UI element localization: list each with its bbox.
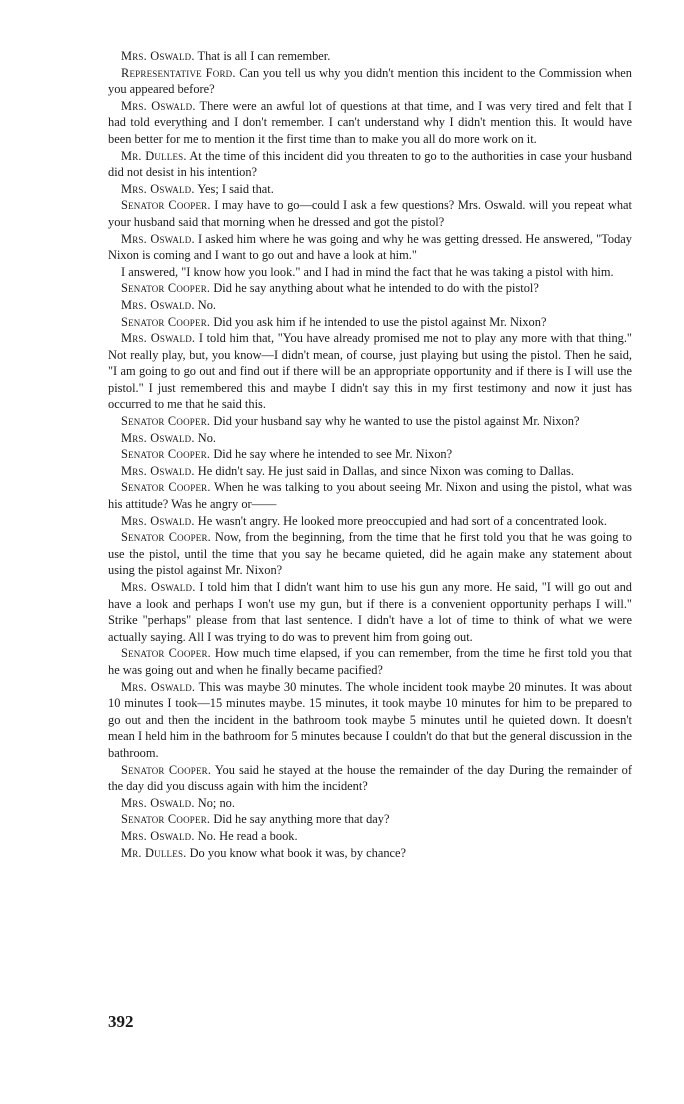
speaker-name: Senator Cooper. — [121, 762, 212, 777]
paragraph-text: No; no. — [197, 795, 235, 810]
paragraph-text: He wasn't angry. He looked more preoccupied and had sort of a concentrated look. — [197, 513, 607, 528]
speaker-name: Mrs. Oswald. — [121, 181, 195, 196]
testimony-paragraph — [108, 65, 632, 98]
paragraph-text: Can you tell us why you didn't mention this incident to the Commission when you appeared before? — [108, 65, 632, 97]
page-number: 392 — [108, 1012, 134, 1031]
paragraph-text: I told him that, "You have already promised me not to play any more with that thing." Not really play, but, you know—I didn't mean, of course, just playing but using the pistol. Then he said, "I am going to go out and find out if there will be an appropriate opportunity and if there is I will use the pistol." I just remembered this and maybe I didn't say this in my first testimony and now it just has occurred to me that he said this. — [108, 331, 632, 412]
paragraph-text: No. He read a book. — [197, 828, 298, 843]
speaker-name: Mrs. Oswald. — [121, 297, 195, 312]
testimony-paragraph — [108, 148, 632, 181]
speaker-name: Senator Cooper. — [121, 530, 211, 545]
testimony-paragraph — [108, 479, 632, 512]
paragraph-text: I may have to go—could I ask a few questions? Mrs. Oswald. will you repeat what your husband said that morning when he dressed and got the pistol? — [108, 198, 633, 229]
speaker-name: Mrs. Oswald. — [121, 331, 196, 346]
paragraph-text: No. — [197, 297, 217, 312]
testimony-paragraph — [108, 98, 632, 148]
paragraph-text: You said he stayed at the house the remainder of the day During the remainder of the day did you discuss again with him the incident? — [108, 762, 632, 794]
speaker-name: Senator Cooper. — [121, 314, 211, 329]
speaker-name: Senator Cooper. — [121, 414, 211, 429]
paragraph-text: No. — [197, 430, 217, 445]
speaker-name: Mrs. Oswald. — [121, 580, 196, 594]
testimony-paragraph — [108, 231, 632, 264]
paragraph-text: Did he say anything more that day? — [213, 812, 390, 827]
paragraph-text: Do you know what book it was, by chance? — [189, 845, 407, 860]
paragraph-text: There were an awful lot of questions at that time, and I was very tired and felt that I had told everything and I don't remember. I can't understand why I didn't mention this. It would have been better for me to mention it the first time than to make you all do more work on it. — [108, 98, 633, 146]
testimony-paragraph — [108, 762, 632, 795]
paragraph-text: Did you ask him if he intended to use the pistol against Mr. Nixon? — [213, 314, 547, 329]
testimony-paragraph — [108, 330, 632, 413]
testimony-paragraph — [108, 297, 632, 314]
paragraph-text: Did he say anything about what he intended to do with the pistol? — [213, 281, 539, 296]
testimony-paragraph — [108, 48, 632, 65]
paragraph-text: That is all I can remember. — [197, 49, 331, 63]
speaker-name: Mrs. Oswald. — [121, 231, 195, 246]
speaker-name: Senator Cooper. — [121, 198, 211, 213]
testimony-paragraph — [108, 811, 632, 828]
speaker-name: Mrs. Oswald. — [121, 463, 195, 478]
testimony-paragraph — [108, 828, 632, 845]
paragraph-text: He didn't say. He just said in Dallas, and since Nixon was coming to Dallas. — [197, 463, 574, 478]
testimony-paragraph — [108, 795, 632, 812]
speaker-name: Mr. Dulles. — [121, 845, 187, 860]
speaker-name: Mrs. Oswald. — [121, 513, 195, 528]
speaker-name: Mrs. Oswald. — [121, 49, 195, 63]
speaker-name: Senator Cooper. — [121, 480, 211, 495]
paragraph-text: Now, from the beginning, from the time that he first told you that he was going to use the pistol, until the time that you say he became quieted, did he again make any statement about using the pistol against Mr. Nixon? — [108, 530, 632, 578]
testimony-paragraph — [108, 314, 632, 331]
speaker-name: Mr. Dulles. — [121, 148, 187, 163]
paragraph-text: Did your husband say why he wanted to use the pistol against Mr. Nixon? — [213, 414, 580, 429]
paragraph-text: When he was talking to you about seeing Mr. Nixon and using the pistol, what was his attitude? Was he angry or—— — [108, 480, 632, 512]
testimony-paragraph — [108, 446, 632, 463]
testimony-paragraph — [108, 280, 632, 297]
testimony-paragraph — [108, 264, 632, 281]
speaker-name: Mrs. Oswald. — [121, 828, 195, 843]
testimony-paragraph — [108, 645, 632, 678]
paragraph-text: I asked him where he was going and why he was getting dressed. He answered, "Today Nixon is coming and I want to go out and have a look at him." — [108, 231, 632, 263]
speaker-name: Mrs. Oswald. — [121, 98, 196, 113]
paragraph-text: How much time elapsed, if you can remember, from the time he first told you that he was going out and when he finally became pacified? — [108, 646, 632, 677]
testimony-paragraph — [108, 529, 632, 579]
paragraph-text: I answered, "I know how you look." and I had in mind the fact that he was taking a pistol with him. — [121, 264, 614, 279]
testimony-paragraph — [108, 579, 632, 645]
testimony-paragraph — [108, 845, 632, 862]
speaker-name: Mrs. Oswald. — [121, 679, 196, 694]
testimony-page — [108, 48, 632, 861]
speaker-name: Senator Cooper. — [121, 646, 211, 661]
testimony-paragraph — [108, 197, 632, 230]
testimony-paragraph — [108, 181, 632, 198]
paragraph-text: At the time of this incident did you threaten to go to the authorities in case your husband did not desist in his intention? — [108, 148, 633, 180]
speaker-name: Senator Cooper. — [121, 447, 211, 462]
paragraph-text: This was maybe 30 minutes. The whole incident took maybe 20 minutes. It was about 10 minutes I took—15 minutes maybe. 15 minutes, it took maybe 10 minutes for him to be prepared to go out and then the incident in the bathroom took maybe 5 minutes until he quieted down. It doesn't mean I held him in the bathroom for 5 minutes because I couldn't do that but the general discussion in the bathroom. — [108, 679, 633, 760]
speaker-name: Representative Ford. — [121, 65, 236, 80]
testimony-paragraph — [108, 463, 632, 480]
testimony-paragraph — [108, 430, 632, 447]
speaker-name: Senator Cooper. — [121, 812, 211, 827]
paragraph-text: Did he say where he intended to see Mr. Nixon? — [213, 447, 453, 462]
testimony-paragraph — [108, 413, 632, 430]
speaker-name: Mrs. Oswald. — [121, 795, 195, 810]
speaker-name: Mrs. Oswald. — [121, 430, 195, 445]
paragraph-text: Yes; I said that. — [197, 181, 274, 196]
speaker-name: Senator Cooper. — [121, 281, 211, 296]
paragraph-text: I told him that I didn't want him to use his gun any more. He said, "I will go out and have a look and perhaps I won't use my gun, but if there is a convenient opportunity perhaps I will." Strike "perhaps" please from that last sentence. I didn't have a lot of time to think of what we were actually saying. All I was trying to do was to prevent him from going out. — [108, 580, 632, 644]
testimony-paragraph — [108, 513, 632, 530]
testimony-paragraph — [108, 679, 632, 762]
